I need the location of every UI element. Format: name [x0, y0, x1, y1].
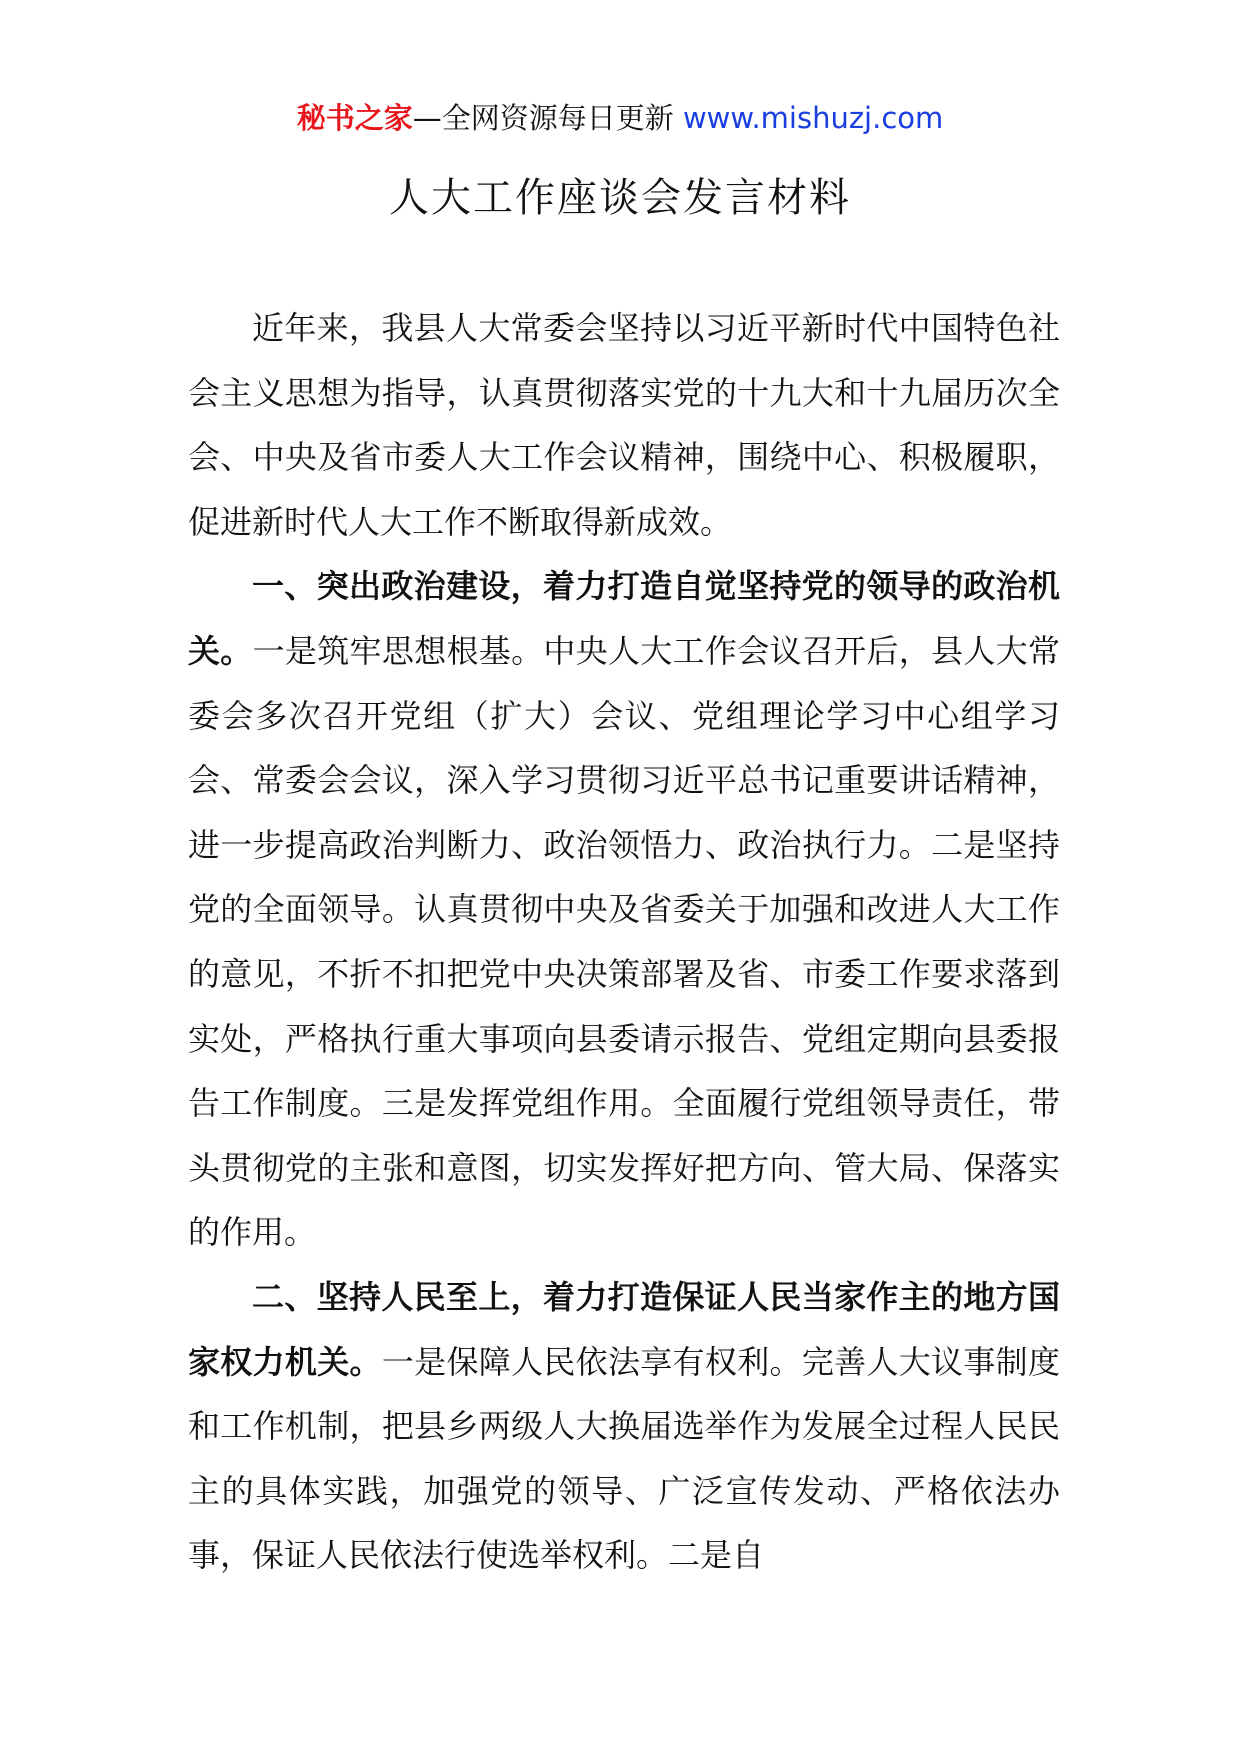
section-heading: 一、突出政治建设，着力打造自觉坚持党的领导的政治机关。 [188, 567, 1060, 670]
site-brand: 秘书之家 [296, 101, 413, 135]
document-title: 人大工作座谈会发言材料 [389, 175, 851, 221]
paragraph-text: 一是筑牢思想根基。中央人大工作会议召开后，县人大常委会多次召开党组（扩大）会议、党组理论学习中心组学习会、常委会会议，深入学习贯彻习近平总书记重要讲话精神，进一步提高政治判断力、政治领悟力、政治执行力。二是坚持党的全面领导。认真贯彻中央及省委关于加强和改进人大工作的意见，不折不扣把党中央决策部署及省、市委工作要求落到实处，严格执行重大事项向县委请示报告、党组定期向县委报告工作制度。三是发挥党组作用。全面履行党组领导责任，带头贯彻党的主张和意图，切实发挥好把方向、管大局、保落实的作用。 [188, 631, 1060, 1252]
paragraph-text: 近年来，我县人大常委会坚持以习近平新时代中国特色社会主义思想为指导，认真贯彻落实党的十九大和十九届历次全会、中央及省市委人大工作会议精神，围绕中心、积极履职，促进新时代人大工作不断取得新成效。 [188, 309, 1060, 541]
paragraph-section-1 [188, 554, 1060, 1265]
paragraph-section-2 [188, 1265, 1060, 1588]
paragraph-text: 一是保障人民依法享有权利。完善人大议事制度和工作机制，把县乡两级人大换届选举作为发展全过程人民民主的具体实践，加强党的领导、广泛宣传发动、严格依法办事，保证人民依法行使选举权利。二是自 [188, 1342, 1060, 1575]
section-heading: 二、坚持人民至上，着力打造保证人民当家作主的地方国家权力机关。 [188, 1277, 1060, 1381]
document-body [188, 296, 1060, 1588]
site-url-link[interactable]: www.mishuzj.com [682, 101, 944, 135]
site-header [0, 98, 1240, 138]
paragraph-intro [188, 296, 1060, 554]
site-slogan: —全网资源每日更新 [412, 101, 683, 135]
